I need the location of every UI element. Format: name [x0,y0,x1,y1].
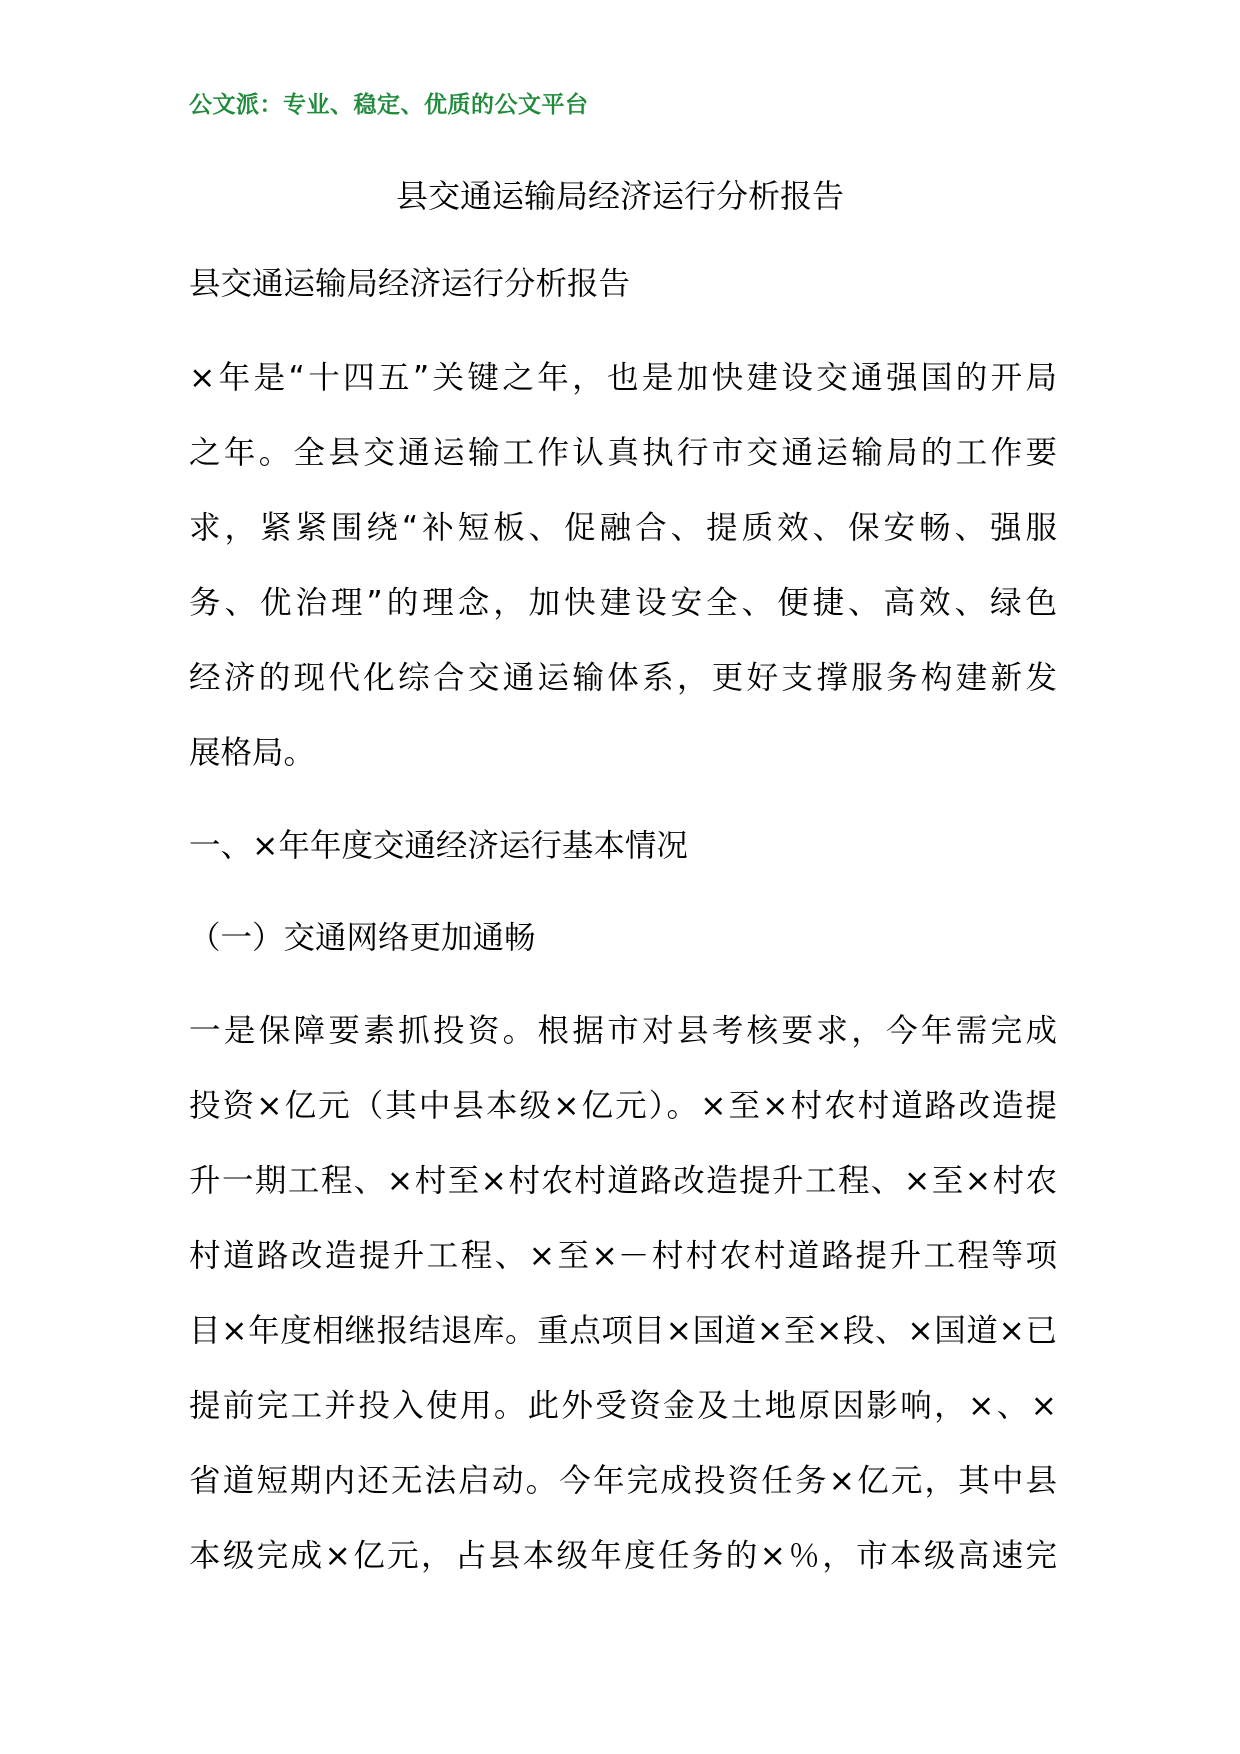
paragraph-line: 务、优治理”的理念，加快建设安全、便捷、高效、绿色 [189,585,1057,621]
subsection-heading: （一）交通网络更加通畅 [189,920,536,956]
paragraph-line: 求，紧紧围绕“补短板、促融合、提质效、保安畅、强服 [189,510,1057,546]
document-subtitle: 县交通运输局经济运行分析报告 [189,266,631,302]
document-title: 县交通运输局经济运行分析报告 [395,177,844,215]
section-heading: 一、×年年度交通经济运行基本情况 [189,828,688,864]
paragraph-line: 升一期工程、×村至×村农村道路改造提升工程、×至×村农 [189,1163,1057,1199]
paragraph-line: 投资×亿元（其中县本级×亿元）。×至×村农村道路改造提 [189,1088,1057,1124]
paragraph-line: 之年。全县交通运输工作认真执行市交通运输局的工作要 [189,435,1057,471]
paragraph-line: 省道短期内还无法启动。今年完成投资任务×亿元，其中县 [189,1463,1057,1499]
paragraph-line: 目×年度相继报结退库。重点项目×国道×至×段、×国道×已 [189,1313,1057,1349]
paragraph-line: 经济的现代化综合交通运输体系，更好支撑服务构建新发 [189,660,1057,696]
paragraph-line: ×年是“十四五”关键之年，也是加快建设交通强国的开局 [189,360,1057,396]
paragraph-line: 展格局。 [189,735,316,771]
paragraph-line: 本级完成×亿元，占县本级年度任务的×％，市本级高速完 [189,1538,1057,1574]
paragraph-line: 一是保障要素抓投资。根据市对县考核要求，今年需完成 [189,1013,1057,1049]
header-banner: 公文派：专业、稳定、优质的公文平台 [189,91,589,118]
paragraph-line: 提前完工并投入使用。此外受资金及土地原因影响，×、× [189,1388,1057,1424]
paragraph-line: 村道路改造提升工程、×至×－村村农村道路提升工程等项 [189,1238,1057,1274]
